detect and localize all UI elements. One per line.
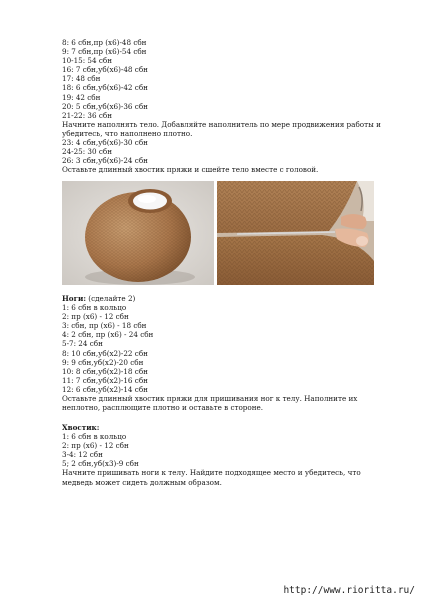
instruction-line: 19: 42 сбн xyxy=(62,92,101,102)
instruction-line: 9: 7 сбн,пр (х6)-54 сбн xyxy=(62,47,147,57)
instruction-line: Оставьте длинный хвостик пряжи и сшейте тело вместе с головой. xyxy=(62,165,319,175)
instruction-line: 8: 10 сбн,уб(х2)-22 сбн xyxy=(62,348,148,358)
instruction-line: 18: 6 сбн,уб(х6)-42 сбн xyxy=(62,83,148,93)
tail-title: Хвостик: xyxy=(62,423,100,432)
instruction-paragraph: Начните наполнять тело. Добавляйте наполнитель по мере продвижения работы и убедитесь, что наполнено плотно. xyxy=(62,119,381,138)
instruction-line: 1: 6 сбн в кольцо xyxy=(62,432,127,442)
instruction-line: 9: 9 сбн,уб(х2)-20 сбн xyxy=(62,357,144,367)
instruction-line: 11: 7 сбн,уб(х2)-16 сбн xyxy=(62,375,148,385)
instruction-line: 23: 4 сбн,уб(х6)-30 сбн xyxy=(62,138,148,148)
instruction-line: 10: 8 сбн,уб(х2)-18 сбн xyxy=(62,366,148,376)
instruction-line: 8: 6 сбн,пр (х6)-48 сбн xyxy=(62,38,147,47)
instruction-line: 5-7: 24 сбн xyxy=(62,339,103,349)
instruction-line: 3: сбн, пр (х6) - 18 сбн xyxy=(62,321,147,331)
instruction-paragraph: Оставьте длинный хвостик пряжи для пришивания ног к телу. Наполните их неплотно, расплющите плотно и оставьте в стороне. xyxy=(62,394,358,413)
instruction-line: 3-4: 12 сбн xyxy=(62,450,103,460)
instruction-line: 4: 2 сбн, пр (х6) - 24 сбн xyxy=(62,330,154,340)
instruction-line: 24-25: 30 сбн xyxy=(62,147,113,157)
instruction-line: 21-22: 36 сбн xyxy=(62,110,113,120)
sewing-photo xyxy=(217,181,374,285)
instruction-line: 10-15: 54 сбн xyxy=(62,56,113,66)
stuffed-body-photo xyxy=(62,181,214,285)
footer-url: http://www.rioritta.ru/ xyxy=(283,585,415,596)
photo-strip xyxy=(62,181,374,285)
legs-title: Ноги: xyxy=(62,294,86,303)
legs-heading-line xyxy=(62,294,382,303)
instruction-line: 26: 3 сбн,уб(х6)-24 сбн xyxy=(62,156,148,166)
instruction-line: 20: 5 сбн,уб(х6)-36 сбн xyxy=(62,101,148,111)
instruction-line: 12: 6 сбн,уб(х2)-14 сбн xyxy=(62,384,148,394)
tail-section xyxy=(62,423,382,487)
legs-section xyxy=(62,294,382,412)
instruction-line: 16: 7 сбн,уб(х6)-48 сбн xyxy=(62,65,148,75)
instruction-line: 2: пр (х6) - 12 сбн xyxy=(62,441,129,451)
legs-note: (сделайте 2) xyxy=(88,294,136,303)
instruction-line: 1: 6 сбн в кольцо xyxy=(62,303,127,313)
instruction-line: 2: пр (х6) - 12 сбн xyxy=(62,312,129,322)
instruction-line: 17: 48 сбн xyxy=(62,74,101,84)
instruction-line: 5; 2 сбн,уб(х3)-9 сбн xyxy=(62,459,139,469)
instruction-paragraph: Начните пришивать ноги к телу. Найдите подходящее место и убедитесь, что медведь может сидеть должным образом. xyxy=(62,468,361,487)
body-rows-section xyxy=(62,38,382,174)
